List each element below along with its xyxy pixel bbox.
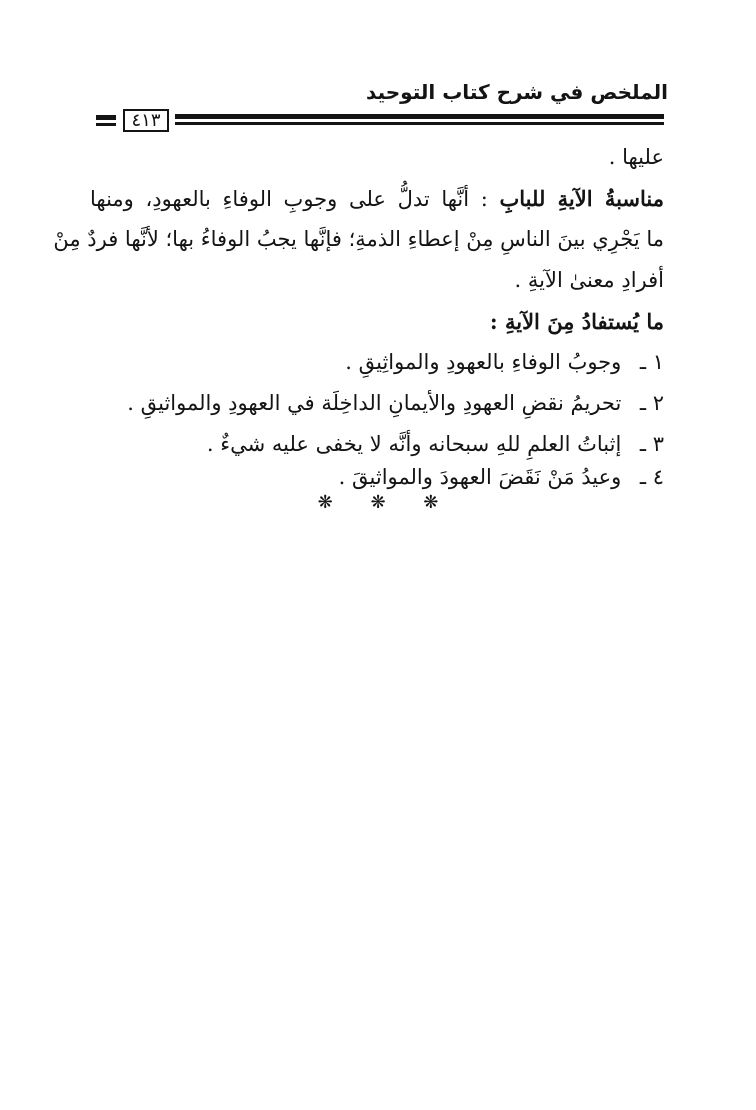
benefits-heading: ما يُستفادُ مِنَ الآيةِ : (489, 309, 664, 334)
benefit-text: إثباتُ العلمِ للهِ سبحانه وأنَّه لا يخفى عليه شيءٌ . (206, 432, 622, 456)
asterism-mark: ❋ (423, 492, 439, 513)
relevance-line-2: ما يَجْرِي بينَ الناسِ مِنْ إعطاءِ الذمةِ؛ فإنَّها يجبُ الوفاءُ بها؛ لأنَّها فردٌ مِنْ (53, 227, 664, 251)
running-header-title: الملخص في شرح كتاب التوحيد (366, 80, 668, 104)
header-rule-line (175, 114, 664, 119)
benefit-item (90, 383, 664, 424)
opening-fragment: عليها . (608, 145, 664, 169)
benefit-text: تحريمُ نقضِ العهودِ والأيمانِ الداخِلَة في العهودِ والمواثيقِ . (127, 391, 622, 415)
asterism-mark: ❋ (317, 492, 333, 513)
relevance-text-1: : أنَّها تدلُّ على وجوبِ الوفاءِ بالعهودِ، ومنها (90, 187, 488, 211)
relevance-label: مناسبةُ الآيةِ للبابِ (499, 186, 664, 211)
benefit-number: ٢ ـ (639, 391, 664, 415)
page-number: ٤١٣ (123, 109, 169, 132)
header-rule (96, 110, 664, 131)
benefit-number: ٣ ـ (639, 432, 664, 456)
header-rule-line (96, 115, 116, 120)
asterism-mark: ❋ (370, 492, 386, 513)
benefit-number: ١ ـ (639, 350, 664, 374)
benefit-item (90, 342, 664, 383)
section-separator (0, 492, 756, 513)
header-rule-line (96, 123, 116, 126)
benefit-text: وعيدُ مَنْ نَقَضَ العهودَ والمواثيقَ . (338, 465, 622, 489)
benefit-number: ٤ ـ (639, 465, 664, 489)
header-rule-line (175, 122, 664, 125)
relevance-line-3: أفرادِ معنىٰ الآيةِ . (514, 268, 664, 292)
benefit-text: وجوبُ الوفاءِ بالعهودِ والمواثِيقِ . (345, 350, 622, 374)
relevance-line-1 (90, 178, 664, 220)
